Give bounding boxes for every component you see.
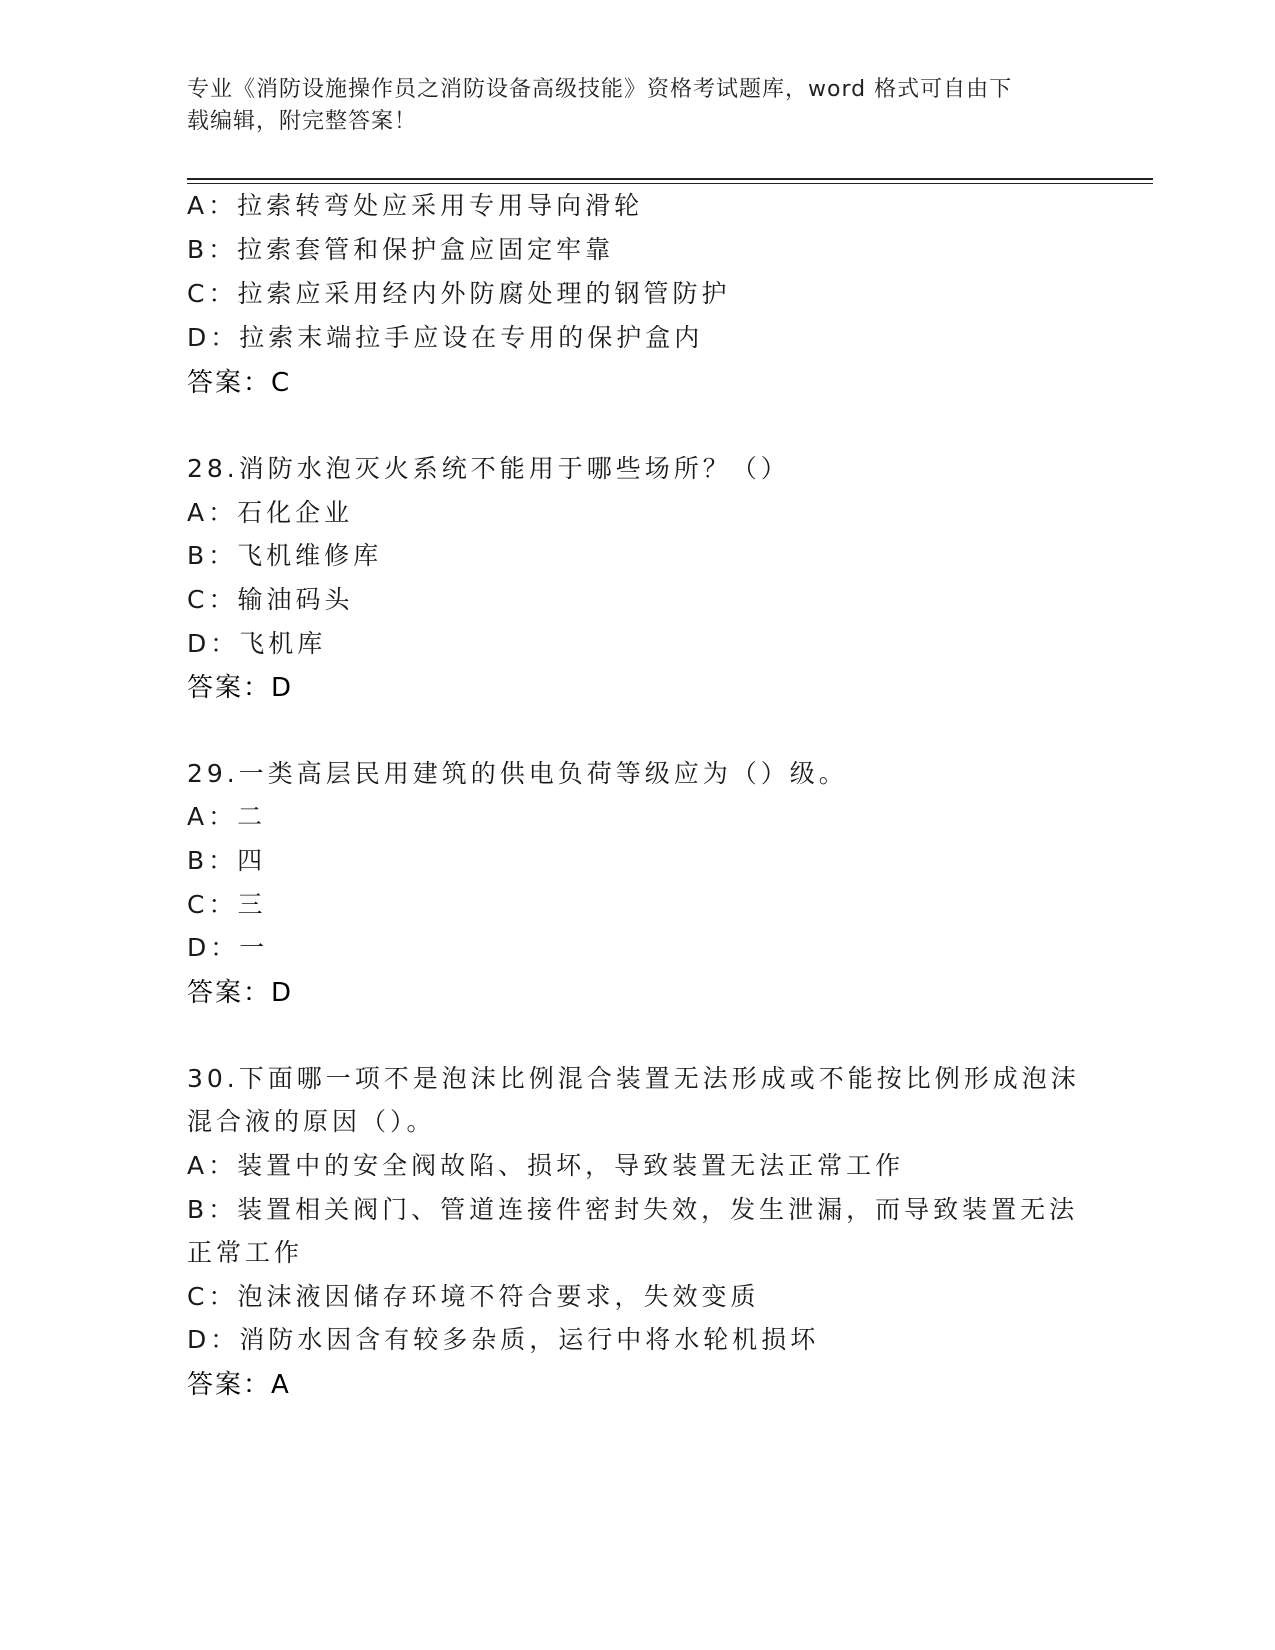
q28-option-c: C：输油码头 [187,585,354,614]
q28-question: 28.消防水泡灭火系统不能用于哪些场所？（） [187,454,790,483]
q30-question-line-1: 30.下面哪一项不是泡沫比例混合装置无法形成或不能按比例形成泡沫 [187,1064,1080,1093]
q28-option-a: A：石化企业 [187,498,354,527]
q27-option-c: C：拉索应采用经内外防腐处理的钢管防护 [187,279,731,308]
answer-label: 答案： [187,978,272,1008]
q27-option-d: D：拉索末端拉手应设在专用的保护盒内 [187,323,704,352]
q29-question: 29.一类高层民用建筑的供电负荷等级应为（）级。 [187,759,848,788]
q30-option-b-line-2: 正常工作 [187,1238,304,1267]
answer-value: C [271,368,292,398]
q29-option-c: C：三 [187,890,267,919]
answer-value: A [271,1370,291,1400]
answer-label: 答案： [187,368,272,398]
q27-option-b: B：拉索套管和保护盒应固定牢靠 [187,235,615,264]
q30-option-a: A：装置中的安全阀故陷、损坏，导致装置无法正常工作 [187,1151,905,1180]
header-divider-thick [187,178,1153,180]
q28-option-d: D：飞机库 [187,629,327,658]
q30-option-c: C：泡沫液因储存环境不符合要求，失效变质 [187,1282,760,1311]
q29-option-a: A：二 [187,802,267,831]
q30-answer [187,1364,291,1401]
q27-answer [187,362,291,399]
q29-option-d: D：一 [187,933,269,962]
answer-value: D [271,673,294,703]
answer-label: 答案： [187,673,272,703]
q29-option-b: B：四 [187,846,267,875]
q28-option-b: B：飞机维修库 [187,541,383,570]
q30-question-line-2: 混合液的原因（）。 [187,1107,436,1136]
header-line-2: 载编辑，附完整答案！ [187,109,418,134]
q30-option-d: D：消防水因含有较多杂质，运行中将水轮机损坏 [187,1325,820,1354]
answer-label: 答案： [187,1370,272,1400]
header-divider-thin [187,183,1153,184]
q28-answer [187,667,293,704]
q30-option-b-line-1: B：装置相关阀门、管道连接件密封失效，发生泄漏，而导致装置无法 [187,1195,1079,1224]
q27-option-a: A：拉索转弯处应采用专用导向滑轮 [187,191,644,220]
q29-answer [187,972,293,1009]
header-line-1: 专业《消防设施操作员之消防设备高级技能》资格考试题库，word 格式可自由下 [187,77,1013,102]
answer-value: D [271,978,294,1008]
document-header [187,74,1067,138]
